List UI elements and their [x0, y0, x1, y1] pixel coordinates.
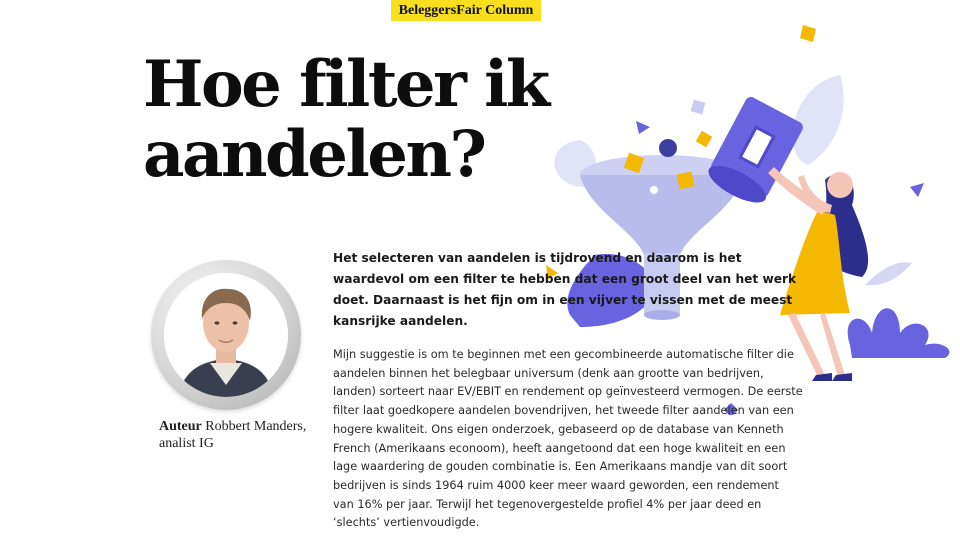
- cube-shape: [691, 100, 706, 115]
- cube-shape: [696, 131, 712, 147]
- bush-shape: [848, 308, 950, 358]
- author-avatar-frame: [151, 260, 301, 410]
- triangle-shape: [910, 183, 924, 197]
- triangle-shape: [636, 121, 650, 134]
- head-shape: [827, 172, 853, 198]
- author-caption: [159, 418, 319, 452]
- body-paragraph: Mijn suggestie is om te beginnen met een gecombineerde automatische filter die aandelen binnen het belegbaar universum (denk aan grootte van bedrijven, landen) sorteert naar EV/EBIT en rendement op geïnvesteerd vermogen. De eerste filter laat goedkopere aandelen bovendrijven, het tweede filter aandelen van een hogere kwaliteit. Ons eigen onderzoek, gebaseerd op de database van Kenneth French (Amerikaans econoom), heeft aangetoond dat een hoge kwaliteit en een lage waardering de gouden combinatie is. Een Amerikaans mandje van dit soort bedrijven is sinds 1964 ruim 4000 keer meer waard geworden, een rendement van 16% per jaar. Terwijl het tegenovergestelde profiel 4% per jaar deed en ‘slechts’ vertienvoudigde.: [333, 348, 803, 530]
- title-line-1: Hoe filter ik: [143, 47, 548, 122]
- leaf-shape: [865, 262, 912, 285]
- cube-shape: [677, 171, 695, 189]
- funnel-body: [580, 175, 744, 255]
- author-portrait: [164, 273, 288, 397]
- column-tag: BeleggersFair Column: [391, 0, 541, 21]
- cube-shape: [800, 25, 816, 42]
- ball-shape: [659, 139, 677, 157]
- leaf-shape: [793, 75, 844, 165]
- title-line-2: aandelen?: [143, 117, 485, 192]
- ball-shape: [650, 186, 658, 194]
- leg-shape: [820, 313, 845, 377]
- intro-paragraph: Het selecteren van aandelen is tijdrovend en daarom is het waardevol om een filter te hebben dat een groot deel van het werk doet. Daarnaast is het fijn om in een vijver te vissen met de meest kansrijke aandelen.: [333, 251, 797, 328]
- author-label: Auteur: [159, 419, 202, 434]
- author-name: Robbert Manders, analist IG: [159, 419, 307, 451]
